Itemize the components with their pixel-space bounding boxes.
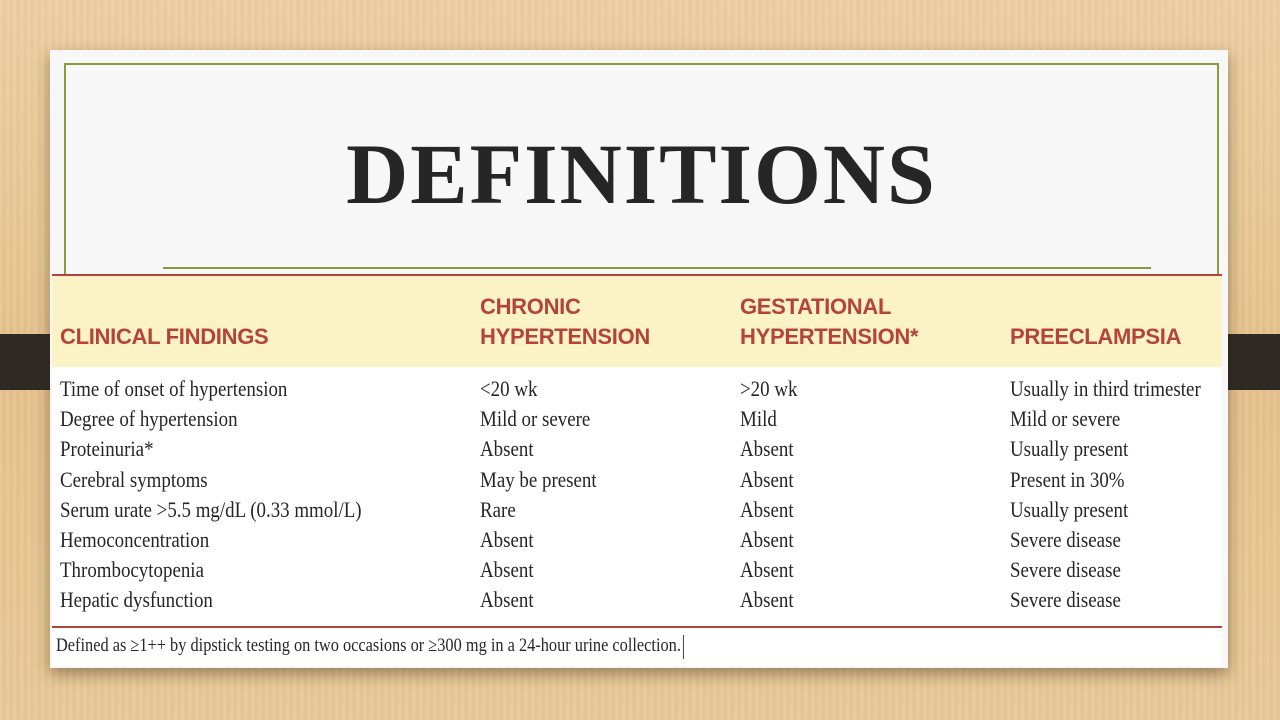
table-row	[52, 495, 1222, 525]
cell-gestational: Absent	[740, 587, 794, 612]
text-cursor	[683, 635, 684, 659]
cell-preeclampsia: Severe disease	[1010, 587, 1121, 612]
title-frame	[64, 63, 1219, 285]
table-row	[52, 434, 1222, 464]
cell-chronic: Mild or severe	[480, 406, 591, 431]
cell-finding: Time of onset of hypertension	[60, 376, 288, 401]
slide-title: DEFINITIONS	[346, 126, 937, 222]
cell-chronic: May be present	[480, 467, 597, 492]
header-preeclampsia: PREECLAMPSIA	[1010, 324, 1182, 349]
cell-preeclampsia: Usually present	[1010, 497, 1129, 522]
header-clinical-findings: CLINICAL FINDINGS	[60, 324, 269, 349]
cell-finding: Degree of hypertension	[60, 406, 238, 431]
table-row	[52, 585, 1222, 615]
cell-chronic: Absent	[480, 587, 534, 612]
title-underline	[163, 267, 1151, 269]
cell-gestational: Absent	[740, 557, 794, 582]
cell-gestational: Absent	[740, 497, 794, 522]
cell-chronic: Absent	[480, 436, 534, 461]
cell-gestational: Mild	[740, 406, 777, 431]
cell-gestational: Absent	[740, 527, 794, 552]
cell-finding: Cerebral symptoms	[60, 467, 208, 492]
cell-preeclampsia: Present in 30%	[1010, 467, 1125, 492]
definitions-table	[52, 274, 1222, 666]
cell-chronic: Rare	[480, 497, 516, 522]
cell-chronic: Absent	[480, 527, 534, 552]
header-gestational-hypertension: GESTATIONAL HYPERTENSION*	[740, 294, 919, 349]
cell-chronic: Absent	[480, 557, 534, 582]
cell-finding: Hepatic dysfunction	[60, 587, 213, 612]
cell-preeclampsia: Severe disease	[1010, 557, 1121, 582]
footnote-text: Defined as ≥1++ by dipstick testing on two occasions or ≥300 mg in a 24-hour urine collection.	[56, 635, 681, 656]
cell-chronic: <20 wk	[480, 376, 538, 401]
cell-gestational: Absent	[740, 436, 794, 461]
table-bottom-rule	[52, 626, 1222, 628]
header-chronic-hypertension: CHRONIC HYPERTENSION	[480, 294, 650, 349]
table-row	[52, 465, 1222, 495]
table-row	[52, 404, 1222, 434]
cell-preeclampsia: Usually in third trimester	[1010, 376, 1201, 401]
table-row	[52, 374, 1222, 404]
cell-preeclampsia: Severe disease	[1010, 527, 1121, 552]
cell-preeclampsia: Usually present	[1010, 436, 1129, 461]
table-row	[52, 525, 1222, 555]
cell-gestational: >20 wk	[740, 376, 798, 401]
cell-finding: Serum urate >5.5 mg/dL (0.33 mmol/L)	[60, 497, 362, 522]
table-footnote	[56, 632, 684, 660]
cell-gestational: Absent	[740, 467, 794, 492]
cell-preeclampsia: Mild or severe	[1010, 406, 1121, 431]
cell-finding: Proteinuria*	[60, 436, 154, 461]
table-row	[52, 555, 1222, 585]
table-header	[52, 276, 1222, 367]
cell-finding: Thrombocytopenia	[60, 557, 204, 582]
cell-finding: Hemoconcentration	[60, 527, 210, 552]
